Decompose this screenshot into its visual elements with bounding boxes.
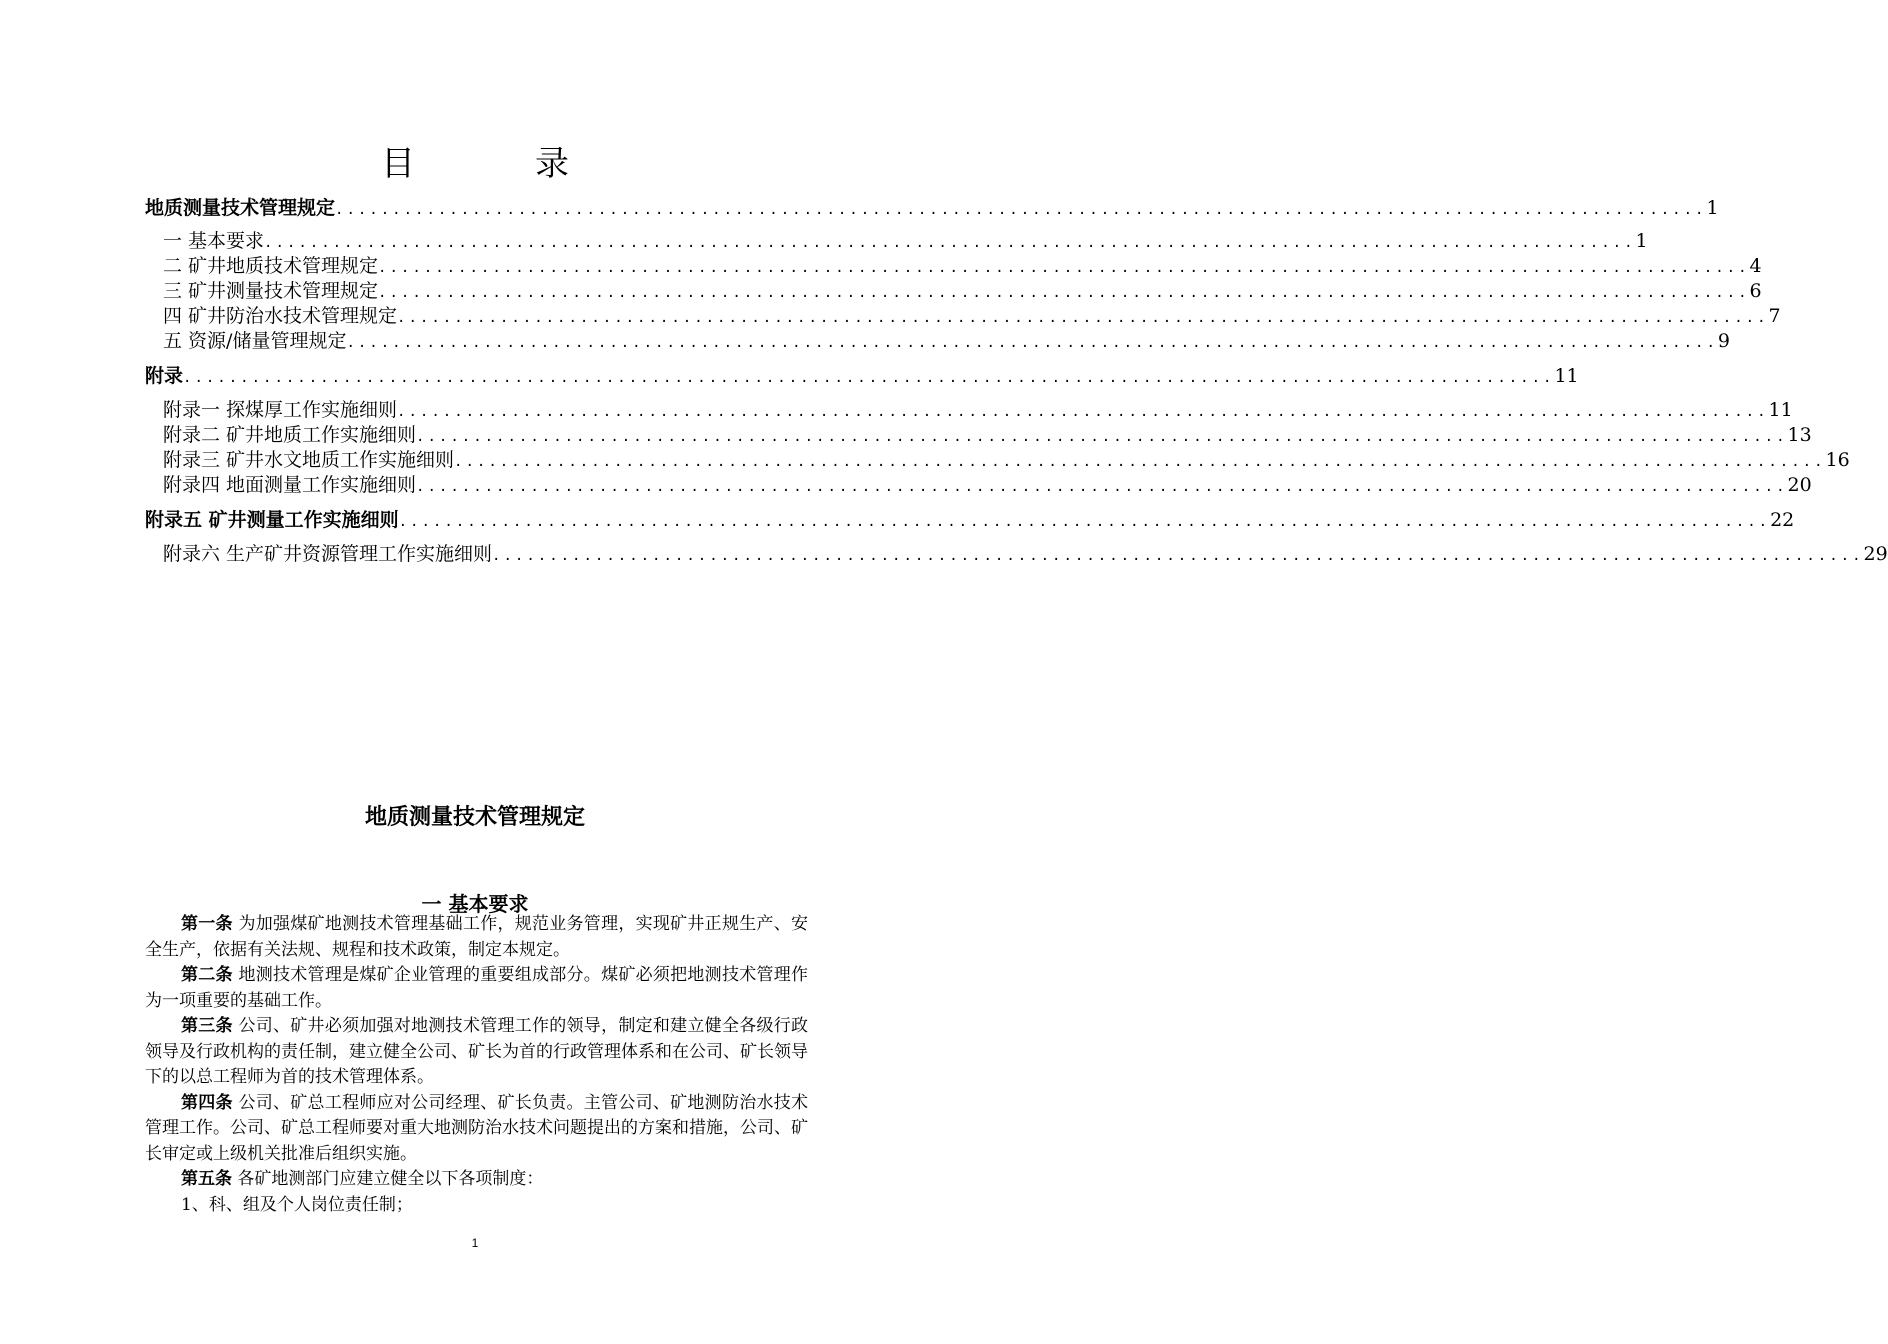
article-paragraph bbox=[145, 1167, 808, 1193]
toc-entry-label: 附录一 探煤厚工作实施细则 bbox=[163, 399, 398, 421]
document-body bbox=[145, 912, 808, 1218]
toc-entry-label: 地质测量技术管理规定 bbox=[145, 197, 336, 219]
page-number: 1 bbox=[471, 1236, 479, 1250]
article-paragraph bbox=[145, 1014, 808, 1091]
toc-entry[interactable] bbox=[163, 542, 1888, 566]
toc-title-char: 目 bbox=[381, 144, 415, 184]
list-item bbox=[145, 1193, 808, 1219]
toc-entry-label: 附录三 矿井水文地质工作实施细则 bbox=[163, 449, 455, 471]
toc-entry-page: 11 bbox=[1768, 399, 1793, 421]
toc-entry[interactable] bbox=[163, 423, 1812, 447]
article-number: 第四条 bbox=[181, 1092, 233, 1113]
toc-entry[interactable] bbox=[163, 304, 1781, 328]
toc-entry-label: 附录六 生产矿井资源管理工作实施细则 bbox=[163, 543, 493, 565]
article-text: 为加强煤矿地测技术管理基础工作，规范业务管理，实现矿井正规生产、安全生产，依据有关法规、规程和技术政策，制定本规定。 bbox=[145, 914, 809, 960]
toc-entry[interactable] bbox=[163, 448, 1850, 472]
toc-entry[interactable] bbox=[145, 196, 1719, 220]
toc-entry-label: 附录五 矿井测量工作实施细则 bbox=[145, 509, 399, 531]
article-number: 第一条 bbox=[181, 914, 233, 934]
article-number: 第二条 bbox=[181, 965, 233, 985]
toc-entry[interactable] bbox=[163, 254, 1762, 278]
toc-leader-dots: ........................................................................................................................ bbox=[335, 202, 1707, 218]
toc-leader-dots: ........................................................................................................................ bbox=[346, 335, 1718, 351]
section-heading: 一 基本要求 bbox=[421, 892, 529, 916]
toc-entry-label: 五 资源/储量管理规定 bbox=[163, 330, 347, 352]
article-paragraph bbox=[145, 963, 808, 1014]
toc-entry[interactable] bbox=[163, 229, 1648, 253]
document-title: 地质测量技术管理规定 bbox=[364, 805, 585, 830]
toc-entry[interactable] bbox=[145, 364, 1579, 388]
toc-entry-page: 6 bbox=[1749, 280, 1762, 302]
toc-entry-page: 20 bbox=[1787, 474, 1812, 496]
toc-leader-dots: ........................................................................................................................ bbox=[416, 429, 1788, 445]
article-paragraph bbox=[145, 912, 808, 963]
toc-entry-page: 7 bbox=[1768, 305, 1781, 327]
toc-entry-page: 11 bbox=[1554, 365, 1579, 387]
toc-entry[interactable] bbox=[163, 279, 1762, 303]
toc-entry-page: 9 bbox=[1717, 330, 1730, 352]
toc-entry-label: 一 基本要求 bbox=[163, 230, 265, 252]
toc-entry-page: 1 bbox=[1635, 230, 1648, 252]
article-number: 第三条 bbox=[181, 1016, 233, 1036]
toc-entry-label: 附录 bbox=[145, 365, 184, 387]
toc-leader-dots: ........................................................................................................................ bbox=[397, 404, 1769, 420]
toc-leader-dots: ........................................................................................................................ bbox=[398, 514, 1771, 530]
toc-entry-label: 四 矿井防治水技术管理规定 bbox=[163, 305, 398, 327]
toc-entry-label: 附录四 地面测量工作实施细则 bbox=[163, 474, 417, 496]
toc-entry[interactable] bbox=[163, 473, 1812, 497]
toc-entry[interactable] bbox=[163, 398, 1793, 422]
toc-entry-page: 1 bbox=[1706, 197, 1719, 219]
toc-entry[interactable] bbox=[145, 508, 1795, 532]
toc-leader-dots: ........................................................................................................................ bbox=[454, 454, 1826, 470]
toc-entry-page: 16 bbox=[1825, 449, 1850, 471]
toc-title bbox=[0, 136, 950, 185]
toc-leader-dots: ........................................................................................................................ bbox=[492, 548, 1864, 564]
article-text: 地测技术管理是煤矿企业管理的重要组成部分。煤矿必须把地测技术管理作为一项重要的基础工作。 bbox=[145, 965, 809, 1011]
toc-title-char: 录 bbox=[535, 144, 569, 184]
toc-entry-page: 29 bbox=[1863, 543, 1888, 565]
article-text: 公司、矿总工程师应对公司经理、矿长负责。主管公司、矿地测防治水技术管理工作。公司、矿总工程师要对重大地测防治水技术问题提出的方案和措施，公司、矿长审定或上级机关批准后组织实施。 bbox=[145, 1092, 809, 1164]
article-text: 各矿地测部门应建立健全以下各项制度： bbox=[232, 1169, 544, 1189]
list-item-text: 1、科、组及个人岗位责任制； bbox=[181, 1194, 413, 1215]
article-paragraph bbox=[145, 1091, 808, 1168]
toc-entry[interactable] bbox=[163, 329, 1730, 353]
article-number: 第五条 bbox=[181, 1169, 232, 1189]
toc-leader-dots: ........................................................................................................................ bbox=[378, 260, 1750, 276]
toc-leader-dots: ........................................................................................................................ bbox=[397, 310, 1769, 326]
toc-entry-label: 附录二 矿井地质工作实施细则 bbox=[163, 424, 417, 446]
toc-leader-dots: ........................................................................................................................ bbox=[183, 370, 1555, 386]
article-text: 公司、矿井必须加强对地测技术管理工作的领导，制定和建立健全各级行政领导及行政机构的责任制，建立健全公司、矿长为首的行政管理体系和在公司、矿长领导下的以总工程师为首的技术管理体系。 bbox=[145, 1016, 809, 1087]
toc-entry-page: 13 bbox=[1787, 424, 1812, 446]
toc-entry-page: 4 bbox=[1749, 255, 1762, 277]
toc-leader-dots: ........................................................................................................................ bbox=[264, 235, 1636, 251]
toc-leader-dots: ........................................................................................................................ bbox=[416, 479, 1788, 495]
toc-entry-label: 二 矿井地质技术管理规定 bbox=[163, 255, 379, 277]
toc-entry-label: 三 矿井测量技术管理规定 bbox=[163, 280, 379, 302]
toc-entry-page: 22 bbox=[1770, 509, 1795, 531]
toc-leader-dots: ........................................................................................................................ bbox=[378, 285, 1750, 301]
